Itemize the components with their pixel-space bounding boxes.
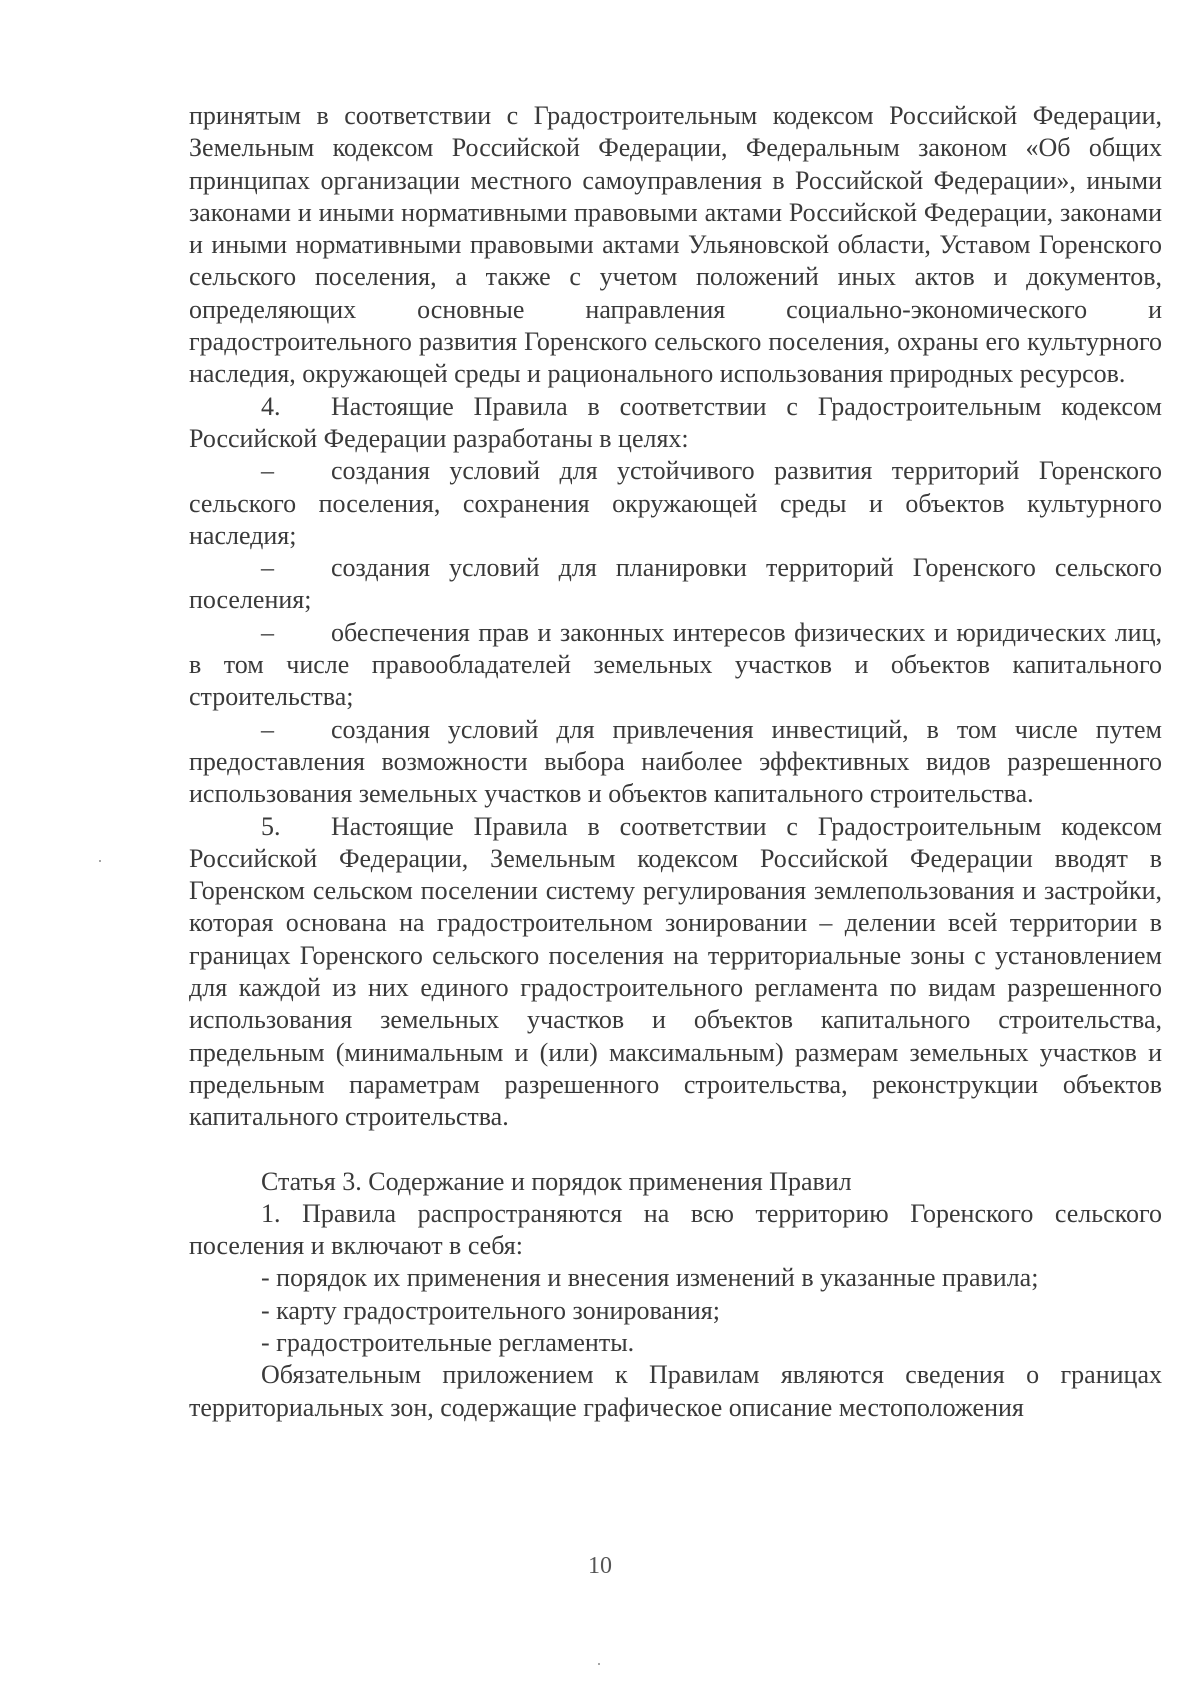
- dash-marker: –: [261, 553, 274, 583]
- list-item: [189, 714, 1162, 811]
- list-item-text: создания условий для привлечения инвестиций, в том числе путем предоставления возможности выбора наиболее эффективных видов разрешенного использования земельных участков и объектов капитального строительства.: [189, 714, 1162, 809]
- item-number: 4.: [261, 391, 281, 421]
- paragraph-continuation: принятым в соответствии с Градостроительным кодексом Российской Федерации, Земельным кодексом Российской Федерации, Федеральным законом «Об общих принципах организации местного самоуправления в Российской Федерации», иными законами и иными нормативными правовыми актами Российской Федерации, законами и иными нормативными правовыми актами Ульяновской области, Уставом Горенского сельского поселения, а также с учетом положений иных актов и документов, определяющих основные направления социально-экономического и градостроительного развития Горенского сельского поселения, охраны его культурного наследия, окружающей среды и рационального использования природных ресурсов.: [189, 101, 1162, 389]
- paragraph-item-4: [189, 391, 1162, 456]
- list-item-text: создания условий для устойчивого развития территорий Горенского сельского поселения, сохранения окружающей среды и объектов культурного наследия;: [189, 456, 1162, 550]
- dash-marker: –: [261, 456, 274, 486]
- article-list-item: - карту градостроительного зонирования;: [261, 1295, 720, 1325]
- list-item-text: создания условий для планировки территорий Горенского сельского поселения;: [189, 553, 1162, 615]
- article-list-item: - порядок их применения и внесения изменений в указанные правила;: [261, 1263, 1039, 1293]
- article-closing-paragraph: Обязательным приложением к Правилам являются сведения о границах территориальных зон, содержащие графическое описание местоположения: [189, 1360, 1162, 1422]
- document-body: [189, 100, 1162, 1424]
- paragraph-item-5: [189, 811, 1162, 1134]
- article-item-1: 1. Правила распространяются на всю территорию Горенского сельского поселения и включают в себя:: [189, 1198, 1162, 1261]
- list-item-text: обеспечения прав и законных интересов физических и юридических лиц, в том числе правообладателей земельных участков и объектов капитального строительства;: [189, 617, 1162, 712]
- scan-speck: [598, 1663, 600, 1665]
- item-number: 5.: [261, 811, 281, 841]
- item-text: Настоящие Правила в соответствии с Градостроительным кодексом Российской Федерации, Земельным кодексом Российской Федерации вводят в Горенском сельском поселении систему регулирования землепользования и застройки, которая основана на градостроительном зонировании – делении всей территории в границах Горенского сельского поселения на территориальные зоны с установлением для каждой из них единого градостроительного регламента по видам разрешенного использования земельных участков и объектов капитального строительства, предельным (минимальным и (или) максимальным) размерам земельных участков и предельным параметрам разрешенного строительства, реконструкции объектов капитального строительства.: [189, 811, 1162, 1132]
- dash-marker: –: [261, 714, 274, 744]
- list-item: [189, 455, 1162, 552]
- item-text: Настоящие Правила в соответствии с Градостроительным кодексом Российской Федерации разработаны в целях:: [189, 391, 1162, 453]
- list-item: [189, 552, 1162, 617]
- spacer: [189, 1134, 1162, 1166]
- dash-marker: –: [261, 617, 274, 647]
- article-list-item: - градостроительные регламенты.: [261, 1327, 635, 1357]
- list-item: [189, 617, 1162, 714]
- scan-speck: [99, 860, 101, 862]
- page-number: 10: [588, 1553, 612, 1579]
- article-heading: Статья 3. Содержание и порядок применения Правил: [261, 1166, 852, 1196]
